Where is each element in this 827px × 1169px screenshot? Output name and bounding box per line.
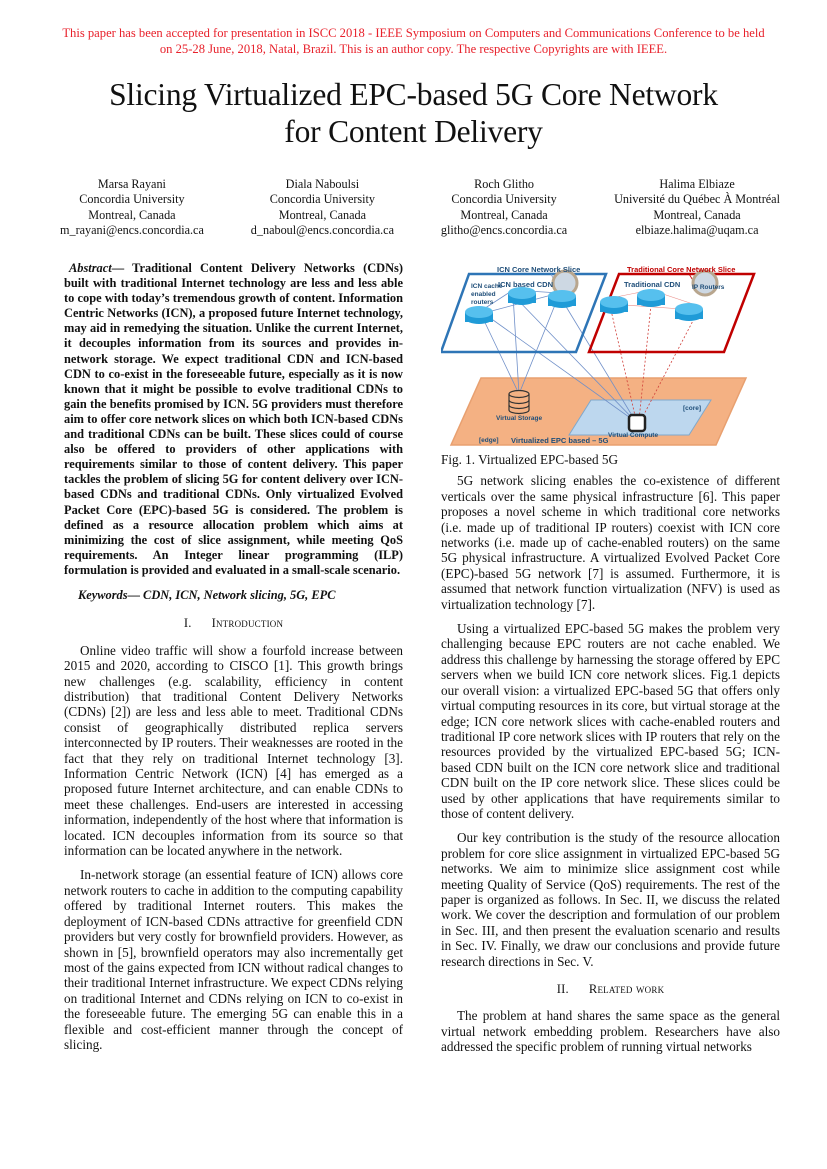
author xyxy=(251,177,394,238)
author-affiliation: Concordia University xyxy=(79,192,185,207)
author-name: Diala Naboulsi xyxy=(285,177,360,191)
icn-routers-label: ICN cache xyxy=(471,283,503,290)
abstract-dash: — xyxy=(111,261,125,275)
virtual-compute-icon xyxy=(629,415,645,431)
traditional-cdn-globe-icon xyxy=(693,271,717,295)
title-line-2: for Content Delivery xyxy=(284,114,543,149)
virtual-compute-label: Virtual Compute xyxy=(608,432,659,439)
core-label: [core] xyxy=(683,405,702,412)
acceptance-notice xyxy=(40,25,787,57)
notice-line-2: on 25-28 June, 2018, Natal, Brazil. This is an author copy. The respective Copyrights are with IEEE. xyxy=(159,42,668,56)
router-icon xyxy=(465,287,703,324)
section-number: II. xyxy=(556,982,569,996)
icn-cdn-label: ICN based CDN xyxy=(498,280,554,289)
paper-title xyxy=(40,76,787,150)
section-heading-related-work xyxy=(441,982,780,997)
figure-1-diagram xyxy=(441,260,780,448)
svg-text:enabled: enabled xyxy=(471,291,496,298)
abstract xyxy=(64,261,403,578)
author-name: Marsa Rayani xyxy=(97,177,166,191)
keywords: Keywords— CDN, ICN, Network slicing, 5G, EPC xyxy=(78,587,336,602)
ip-routers-label: IP Routers xyxy=(692,284,725,291)
edge-label: [edge] xyxy=(479,437,499,444)
figure-caption: Fig. 1. Virtualized EPC-based 5G xyxy=(441,452,618,467)
traditional-slice-label: Traditional Core Network Slice xyxy=(627,265,736,274)
svg-text:routers: routers xyxy=(471,299,494,306)
traditional-cdn-label: Traditional CDN xyxy=(624,280,681,289)
author-email: elbiaze.halima@uqam.ca xyxy=(635,222,759,237)
paragraph: Our key contribution is the study of the resource allocation problem for core slice assignment in virtualized EPC-based 5G networks. We aim to minimize slice assignment cost while meeting Quality of Service (QoS) requirements. The rest of the paper is organized as follows. In Sec. II, we discuss the related work. We cover the description and formulation of our problem in Sec. III, and then present the evaluation scenario and results in Sec. IV. Finally, we draw our conclusions and provide future research directions in Sec. V. xyxy=(441,830,780,969)
section-heading-introduction xyxy=(64,616,403,631)
virtual-storage-label: Virtual Storage xyxy=(496,415,543,422)
abstract-label: Abstract xyxy=(69,261,112,275)
section-title: Related work xyxy=(588,982,665,996)
author-block xyxy=(60,177,780,238)
author-location: Montreal, Canada xyxy=(278,207,367,222)
paragraph: Online video traffic will show a fourfold increase between 2015 and 2020, according to CISCO [1]. This growth brings new challenges (e.g. scalability, efficiency in content distribution) that traditional Content Delivery Networks (CDNs) [2]) are less and less able to meet. Traditional CDNs consist of geographically distributed replica servers interconnected by IP routers. Their weaknesses are rooted in the fact that they rely on traditional Internet technology [3]. Information Centric Network (ICN) [4] has emerged as a proposed future Internet architecture, and can enable CDNs to meet these challenges. End-users are interested in accessing information, independently of the host where that information is located. ICN decouples information from its source so that information can be located anywhere in the network. xyxy=(64,642,403,859)
author-location: Montreal, Canada xyxy=(653,207,741,222)
left-column xyxy=(64,261,403,1052)
author xyxy=(614,177,780,238)
title-line-1: Slicing Virtualized EPC-based 5G Core Network xyxy=(109,77,718,112)
author-email: d_naboul@encs.concordia.ca xyxy=(250,222,394,237)
abstract-text: Traditional Content Delivery Networks (CDNs) built with traditional Internet technology are less and less able to cope with today’s tremendous growth of content. Information Centric Networks (ICN), a proposed future Internet technology, may aid in remedying the situation. Unlike the current Internet, it decouples information from its sources and provides in-network storage. We expect traditional CDN and ICN-based CDN to co-exist in the foreseeable future, especially as it is now known that it might be possible to evolve traditional CDNs to gain the benefits promised by ICN. 5G providers must therefore aim to offer core network slices on which both ICN-based CDNs and traditional CDNs can be built. These slices could of course also be offered to providers of other applications with requirements similar to those of content delivery. This paper tackles the problem of slicing 5G for content delivery over ICN-based CDNs and traditional CDNs. Only virtualized Evolved Packet Core (EPC)-based 5G is considered. The problem is defined as a resource allocation problem which aims at minimizing the cost of slice assignment, while meeting QoS requirements. An Integer linear programming (ILP) formulation is provided and evaluated in a small-scale scenario. xyxy=(64,261,403,577)
paragraph: 5G network slicing enables the co-existence of different verticals over the same physical infrastructure [6]. This paper proposes a novel scheme in which traditional core networks (i.e. made up of traditional IP routers) coexist with ICN core networks (i.e. made up of cache-enabled routers) on the same 5G physical infrastructure. A virtualized Evolved Packet Core (EPC)-based 5G network [7] is assumed. Furthermore, it is assumed that network function virtualization (NFV) is used as virtualization technology [7]. xyxy=(441,473,780,612)
notice-line-1: This paper has been accepted for presentation in ISCC 2018 - IEEE Symposium on Computers and Communications Conference to be held xyxy=(62,26,765,40)
section-number: I. xyxy=(183,616,192,631)
author-email: m_rayani@encs.concordia.ca xyxy=(60,222,204,237)
paragraph: In-network storage (an essential feature of ICN) allows core network routers to cache in addition to the computing capability offered by traditional Internet routers. This makes the deployment of ICN-based CDNs attractive for greenfield CDN providers but very costly for brownfield providers. However, as shown in [5], brownfield operators may also incrementally get most of the gains expected from ICN without radical changes to their traditional Internet infrastructure. We expect CDNs relying on traditional Internet and CDNs relying on ICN to co-exist in the foreseeable future. The emerging 5G can enable this in a flexible and cost-efficient manner through the concept of slicing. xyxy=(64,867,403,1052)
author xyxy=(60,177,204,238)
author-name: Halima Elbiaze xyxy=(659,177,735,191)
epc-label: Virtualized EPC based – 5G xyxy=(511,436,609,445)
icn-slice-label: ICN Core Network Slice xyxy=(497,265,581,274)
section-title: Introduction xyxy=(211,616,284,631)
author-affiliation: Concordia University xyxy=(451,192,557,207)
author-affiliation: Concordia University xyxy=(269,192,376,207)
author-affiliation: Université du Québec À Montréal xyxy=(614,192,780,207)
right-column xyxy=(441,260,780,1055)
author-email: glitho@encs.concordia.ca xyxy=(440,222,568,237)
paragraph: Using a virtualized EPC-based 5G makes the problem very challenging because EPC routers are not cache enabled. We address this challenge by harnessing the storage offered by EPC servers when we build ICN core network slices. Fig.1 depicts our overall vision: a virtualized EPC-based 5G that offers only virtual computing resources in its core, but virtual storage at the edge; ICN core network slices with cache-enabled routers and traditional IP core network slices with IP routers that rely on the resources provided by the virtualized EPC-based 5G; ICN-based CDN built on the ICN core network slice and traditional CDN built on the IP core network slice. These slices could be used by other applications that have requirements similar to those of content delivery. xyxy=(441,621,780,821)
author xyxy=(441,177,567,238)
author-name: Roch Glitho xyxy=(474,177,535,191)
author-location: Montreal, Canada xyxy=(460,207,548,222)
virtual-storage-icon xyxy=(509,391,529,414)
paragraph: The problem at hand shares the same space as the general virtual network embedding problem. Researchers have also addressed the specific problem of running virtual networks xyxy=(441,1008,780,1055)
author-location: Montreal, Canada xyxy=(88,207,176,222)
